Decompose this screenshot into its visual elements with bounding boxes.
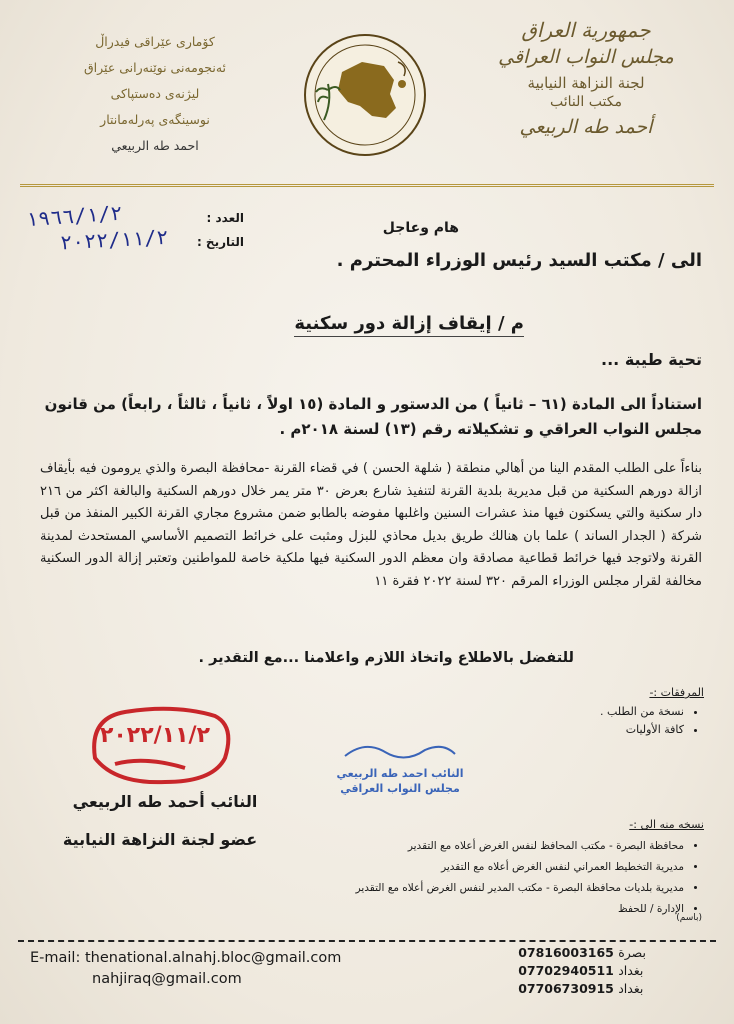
closing-line: للتفضل بالاطلاع واتخاذ اللازم واعلامنا ...مع التقدير . (198, 650, 574, 666)
attachments-title: المرفقات :- (649, 686, 704, 699)
list-item: • كافة الأوليات (600, 721, 684, 739)
list-item: • الإدارة / للحفظ (356, 899, 684, 920)
header-line: احمد طه الربيعي (111, 138, 199, 153)
header-line: ئەنجومەنی نوێنەرانی عێراق (83, 60, 227, 75)
stamp-date: ٢٠٢٢/١١/٢ (99, 723, 211, 748)
phone-city: بغداد (618, 963, 644, 978)
blue-stamp-name: النائب احمد طه الربيعي (336, 767, 464, 780)
footer-divider (18, 940, 716, 942)
email-link[interactable]: thenational.alnahj.bloc@gmail.com (84, 950, 342, 966)
phone-row (518, 944, 646, 962)
header-kurdish (60, 34, 250, 164)
blue-signature-stamp (325, 738, 475, 800)
header-arabic (486, 18, 686, 138)
header-line: مجلس النواب العراقي (498, 46, 674, 68)
phone-number: 07702940511 (518, 963, 614, 978)
signatory-name: النائب أحمد طه الربيعي (72, 792, 258, 811)
header-divider (20, 184, 714, 187)
header-line: مكتب النائب (550, 94, 622, 110)
email-link[interactable]: nahjiraq@gmail.com (92, 971, 242, 987)
blue-stamp-org: مجلس النواب العراقي (340, 782, 460, 795)
header-line: لیژنەی دەستپاکی (110, 86, 200, 101)
list-item: • مديرية بلديات محافظة البصرة - مكتب المدير لنفس الغرض أعلاه مع التقدير (356, 878, 684, 899)
signatory-role: عضو لجنة النزاهة النيابية (62, 830, 258, 849)
phone-city: بصرة (618, 945, 646, 960)
attachments-list (600, 703, 702, 739)
signature-scribble (325, 738, 475, 762)
header-line: لجنة النزاهة النيابية (527, 74, 645, 92)
recipient: الى / مكتب السيد رئيس الوزراء المحترم . (336, 250, 702, 271)
body-paragraph: بناءاً على الطلب المقدم الينا من أهالي منطقة ( شلهة الحسن ) في قضاء القرنة -محافظة البصرة والذي يرومون فيه بأيقاف ازالة دورهم السكنية من قبل مديرية بلدية القرنة لتنفيذ شارع بعرض ٣٠ متر يمر خلال دورهم السكنية والبالغة اكثر من ٢١٦ دار سكنية والتي يسكنون فيها منذ عشرات السنين واغلبها مفوضه بالطابو ضمن مشروع مجاري القرنة الكبير المنفذ من قبل شركة ( الجدار الساند ) علما بان هنالك طريق بديل محاذي للبزل ومثبت على خرائط التصميم الأساسي المستحدث لمدينة القرنة ولاتوجد فيها خرائط قطاعية مصادقة وان معظم الدور السكنية فيها ملكية خاصة للمواطنين وتعتبر إزالة الدور السكنية مخالفة لقرار مجلس الوزراء المرقم ٣٢٠ لسنة ٢٠٢٢ فقرة ١١ (40, 461, 702, 589)
phone-number: 07706730915 (518, 981, 614, 996)
urgent-label: هام وعاجل (382, 220, 459, 236)
header-line: أحمد طه الربيعي (519, 116, 653, 138)
typist-note: (باسم) (676, 913, 702, 923)
list-item: • محافظة البصرة - مكتب المحافظ لنفس الغرض أعلاه مع التقدير (356, 836, 684, 857)
phone-city: بغداد (618, 981, 644, 996)
list-item: • مديرية التخطيط العمراني لنفس الغرض أعلاه مع التقدير (356, 857, 684, 878)
phone-row (518, 962, 646, 980)
red-handwritten-stamp (85, 698, 235, 788)
phone-row (518, 980, 646, 998)
list-item: • نسخة من الطلب . (600, 703, 684, 721)
phone-number: 07816003165 (518, 945, 614, 960)
header-line: نوسینگەی پەرلەمانتار (100, 112, 210, 127)
subject: م / إيقاف إزالة دور سكنية (294, 313, 524, 337)
header-line: جمهورية العراق (521, 18, 651, 42)
parliament-seal-logo (302, 32, 428, 158)
date-value: ٢٠٢٢/١١/٢ (59, 224, 169, 255)
date-label: التاريخ : (196, 235, 244, 249)
email-label: E-mail: (30, 950, 81, 966)
number-label: العدد : (206, 211, 244, 225)
header-line: كۆماری عێراقی فیدراڵ (95, 34, 215, 49)
footer-phones (518, 944, 646, 998)
copies-list (356, 836, 702, 920)
legal-basis-paragraph: استناداً الى المادة (٦١ – ثانياً ) من الدستور و المادة (١٥ اولاً ، ثانياً ، ثالثاً ، رابعاً) من قانون مجلس النواب العراقي و تشكيلاته رقم (١٣) لسنة ٢٠١٨م . (44, 395, 702, 438)
copies-title: نسخه منه الى :- (629, 818, 704, 831)
greeting: تحية طيبة ... (601, 350, 702, 369)
footer-emails (30, 948, 341, 990)
number-value: ١٩٦٦/١/٢ (25, 200, 124, 232)
